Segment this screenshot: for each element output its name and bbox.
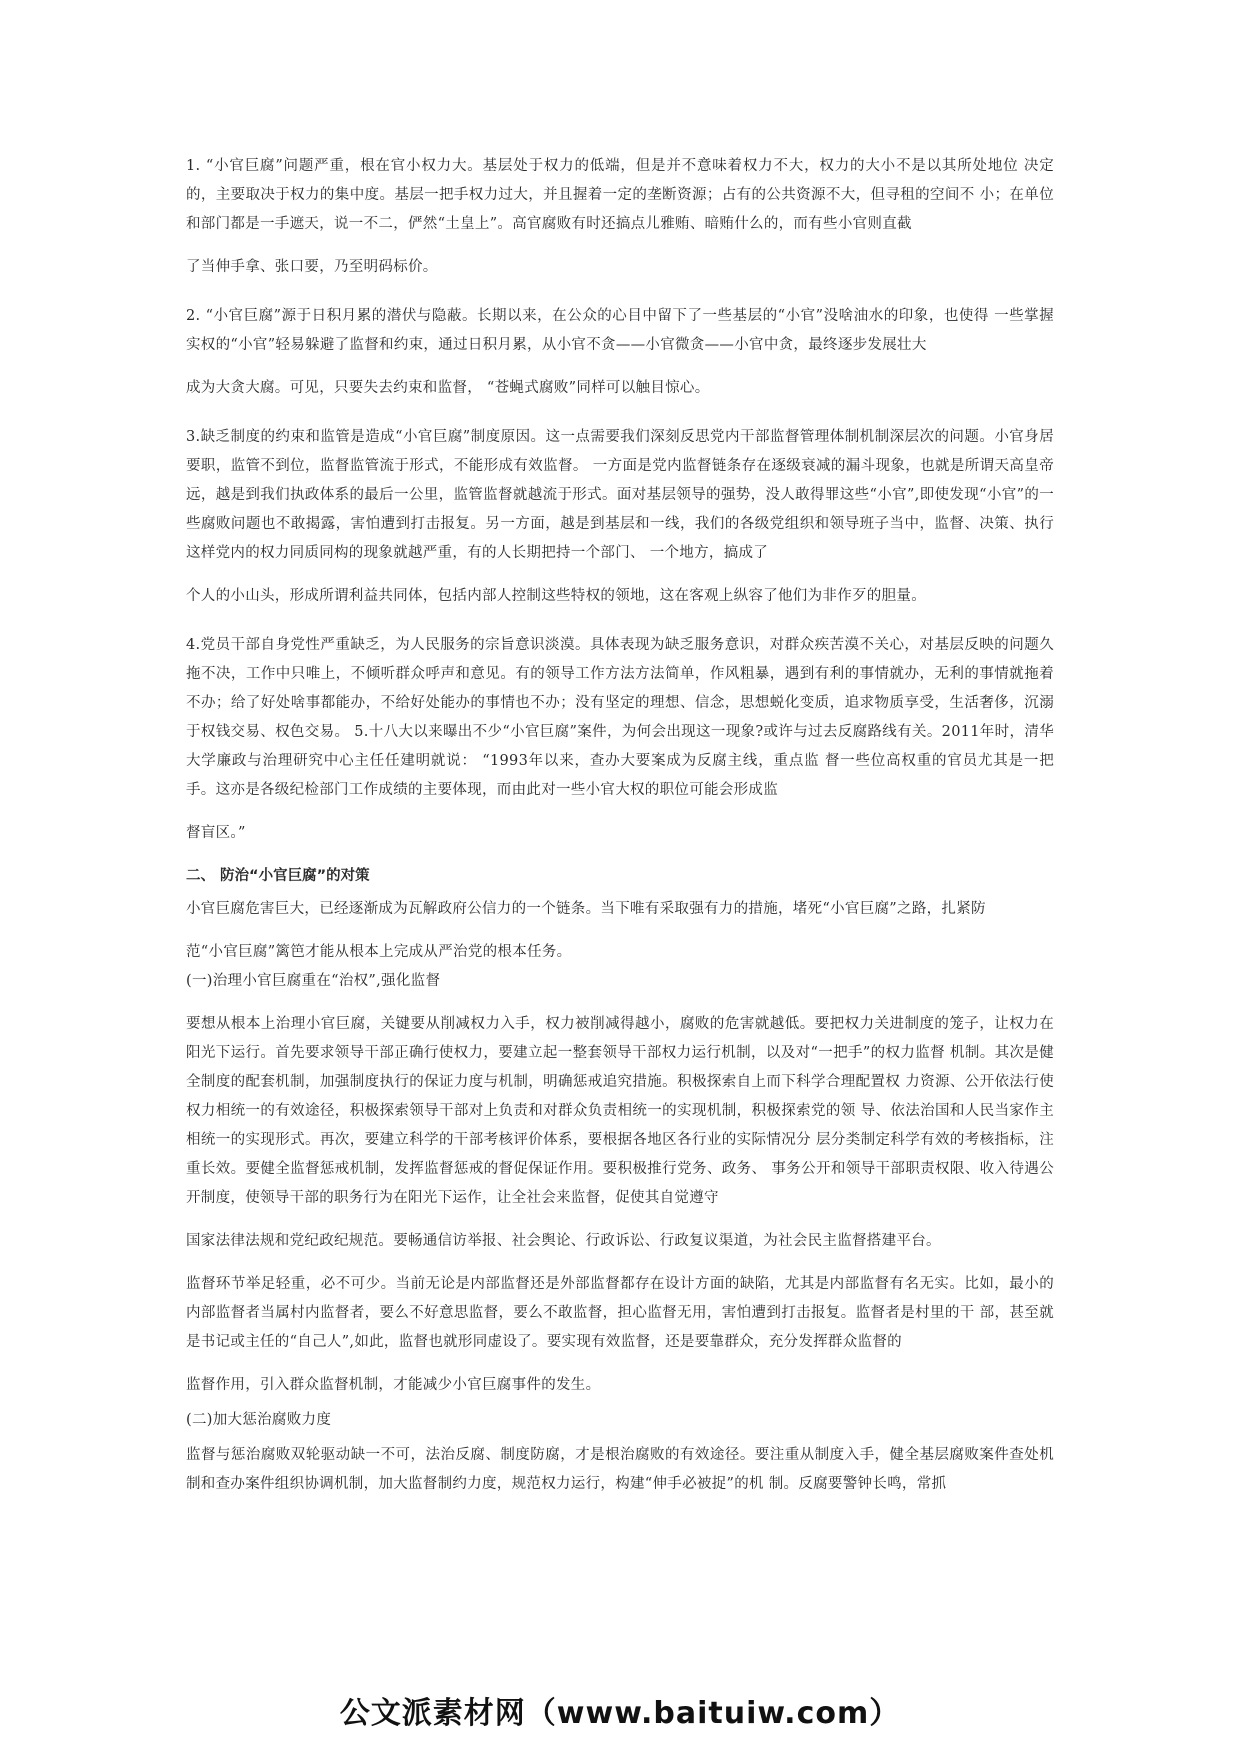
paragraph-3: 3.缺乏制度的约束和监管是造成“小官巨腐”制度原因。这一点需要我们深刻反思党内干部监督管理体制机制深层次的问题。小官身居要职，监管不到位，监督监管流于形式，不能形成有效监督。 一方面是党内监督链条存在逐级衰减的漏斗现象，也就是所谓天高皇帝远，越是到我们执政体系的最后一公里，监管监督就越流于形式。面对基层领导的强势，没人敢得罪这些“小官”,即使发现“小官”的一些腐败问题也不敢揭露，害怕遭到打击报复。另一方面，越是到基层和一线，我们的各级党组织和领导班子当中，监督、决策、执行这样党内的权力同质同构的现象就越严重，有的人长期把持一个部门、 一个地方，搞成了	[186, 429, 1054, 561]
paragraph-3-cont: 个人的小山头，形成所谓利益共同体，包括内部人控制这些特权的领地，这在客观上纵容了他们为非作歹的胆量。	[186, 588, 926, 604]
paragraph-1: 1. “小官巨腐”问题严重，根在官小权力大。基层处于权力的低端，但是并不意味着权力不大，权力的大小不是以其所处地位 决定的，主要取决于权力的集中度。基层一把手权力过大，并且握着一定的垄断资源；占有的公共资源不大，但寻租的空间不 小；在单位和部门都是一手遮天，说一不二，俨然“土皇上”。高官腐败有时还搞点儿雅贿、暗贿什么的，而有些小官则直截	[186, 158, 1054, 232]
paragraph-6-cont: 国家法律法规和党纪政纪规范。要畅通信访举报、社会舆论、行政诉讼、行政复议渠道，为社会民主监督搭建平台。	[186, 1233, 941, 1249]
document-body	[186, 152, 1054, 1499]
subheading-2: (二)加大惩治腐败力度	[186, 1412, 332, 1428]
subheading-1: (一)治理小官巨腐重在“治权”,强化监督	[186, 973, 441, 989]
paragraph-5-cont: 范“小官巨腐”篱笆才能从根本上完成从严治党的根本任务。	[186, 944, 572, 960]
paragraph-7: 监督环节举足轻重，必不可少。当前无论是内部监督还是外部监督都存在设计方面的缺陷，尤其是内部监督有名无实。比如，最小的内部监督者当属村内监督者，要么不好意思监督，要么不敢监督，担心监督无用，害怕遭到打击报复。监督者是村里的干 部，甚至就是书记或主任的“自己人”,如此，监督也就形同虚设了。要实现有效监督，还是要靠群众，充分发挥群众监督的	[186, 1276, 1054, 1350]
paragraph-4: 4.党员干部自身党性严重缺乏，为人民服务的宗旨意识淡漠。具体表现为缺乏服务意识，对群众疾苦漠不关心，对基层反映的问题久拖不决，工作中只唯上，不倾听群众呼声和意见。有的领导工作方法方法简单，作风粗暴，遇到有利的事情就办，无利的事情就拖着不办；给了好处啥事都能办，不给好处能办的事情也不办；没有坚定的理想、信念，思想蜕化变质，追求物质享受，生活奢侈，沉溺于权钱交易、权色交易。 5.十八大以来曝出不少“小官巨腐”案件，为何会出现这一现象?或许与过去反腐路线有关。2011年时，清华大学廉政与治理研究中心主任任建明就说： “1993年以来，查办大要案成为反腐主线，重点监 督一些位高权重的官员尤其是一把手。这亦是各级纪检部门工作成绩的主要体现，而由此对一些小官大权的职位可能会形成监	[186, 637, 1054, 798]
footer-watermark: 公文派素材网（www.baituiw.com）	[339, 1696, 901, 1731]
paragraph-8: 监督与惩治腐败双轮驱动缺一不可，法治反腐、制度防腐，才是根治腐败的有效途径。要注重从制度入手，健全基层腐败案件查处机制和查办案件组织协调机制，加大监督制约力度，规范权力运行，构建“伸手必被捉”的机 制。反腐要警钟长鸣，常抓	[186, 1447, 1054, 1492]
paragraph-7-cont: 监督作用，引入群众监督机制，才能减少小官巨腐事件的发生。	[186, 1377, 601, 1393]
paragraph-2-cont: 成为大贪大腐。可见，只要失去约束和监督， “苍蝇式腐败”同样可以触目惊心。	[186, 380, 710, 396]
section-heading: 二、 防治“小官巨腐”的对策	[186, 868, 370, 884]
paragraph-5: 小官巨腐危害巨大，已经逐渐成为瓦解政府公信力的一个链条。当下唯有采取强有力的措施，堵死“小官巨腐”之路，扎紧防	[186, 901, 986, 917]
paragraph-6: 要想从根本上治理小官巨腐，关键要从削减权力入手，权力被削减得越小，腐败的危害就越低。要把权力关进制度的笼子，让权力在阳光下运行。首先要求领导干部正确行使权力，要建立起一整套领导干部权力运行机制，以及对“一把手”的权力监督 机制。其次是健全制度的配套机制，加强制度执行的保证力度与机制，明确惩戒追究措施。积极探索自上而下科学合理配置权 力资源、公开依法行使权力相统一的有效途径，积极探索领导干部对上负责和对群众负责相统一的实现机制，积极探索党的领 导、依法治国和人民当家作主相统一的实现形式。再次，要建立科学的干部考核评价体系，要根据各地区各行业的实际情况分 层分类制定科学有效的考核指标，注重长效。要健全监督惩戒机制，发挥监督惩戒的督促保证作用。要积极推行党务、政务、 事务公开和领导干部职责权限、收入待遇公开制度，使领导干部的职务行为在阳光下运作，让全社会来监督，促使其自觉遵守	[186, 1016, 1054, 1206]
paragraph-1-cont: 了当伸手拿、张口要，乃至明码标价。	[186, 259, 438, 275]
paragraph-2: 2. “小官巨腐”源于日积月累的潜伏与隐蔽。长期以来，在公众的心目中留下了一些基层的“小官”没啥油水的印象，也使得 一些掌握实权的“小官”轻易躲避了监督和约束，通过日积月累，从小官不贪——小官微贪——小官中贪，最终逐步发展壮大	[186, 308, 1054, 353]
paragraph-4-cont: 督盲区。”	[186, 825, 246, 841]
